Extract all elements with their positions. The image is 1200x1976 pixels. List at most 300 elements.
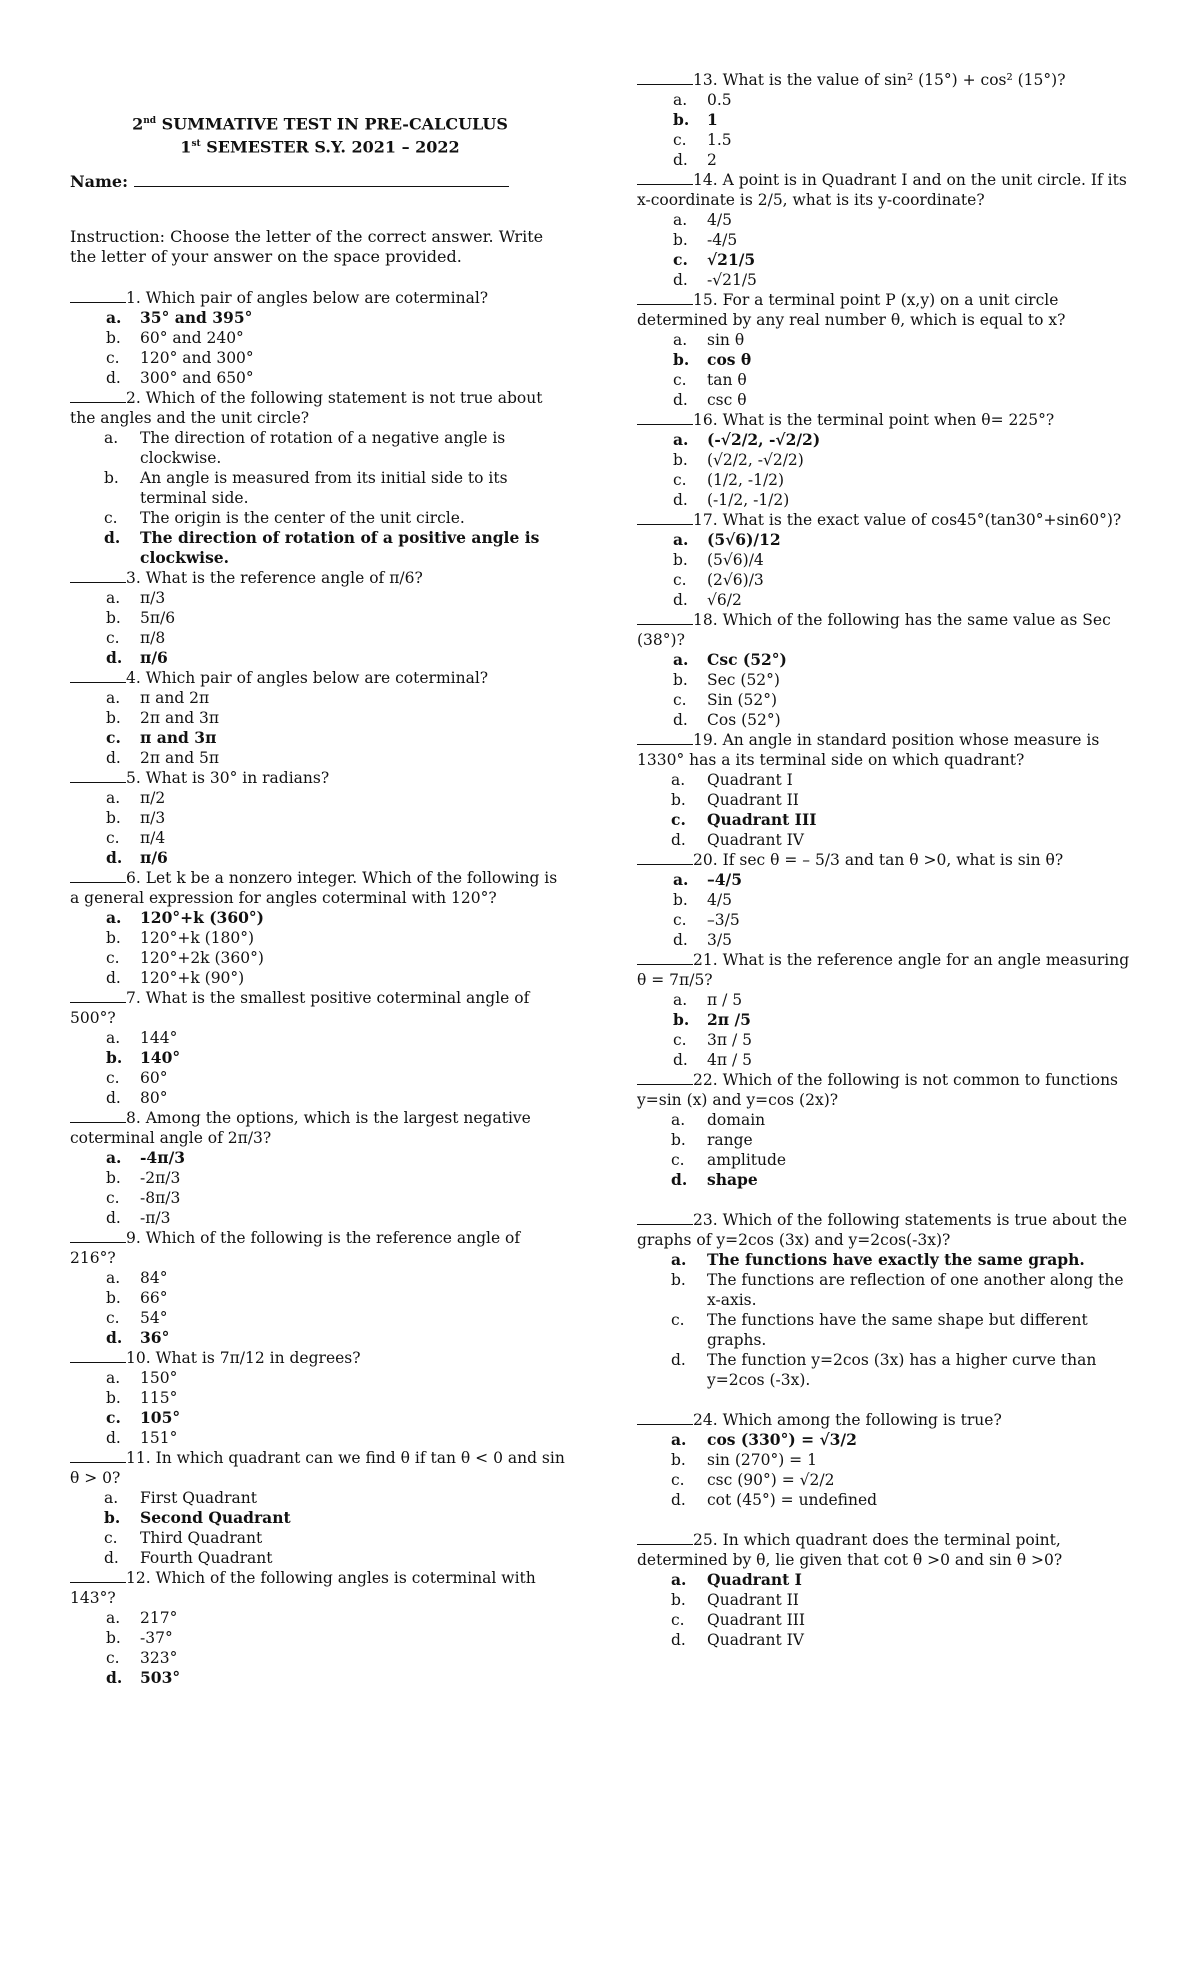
option-letter: d.: [106, 848, 123, 867]
answer-option: [637, 1490, 1132, 1510]
option-text: 120°+k (360°): [140, 908, 264, 927]
option-letter: c.: [673, 571, 687, 589]
option-text: Quadrant IV: [707, 831, 804, 849]
question-stem: [637, 290, 1132, 330]
option-letter: c.: [671, 1471, 685, 1489]
answer-option: [637, 830, 1132, 850]
option-text: 84°: [140, 1269, 168, 1287]
answer-option: [70, 1428, 570, 1448]
option-text: π/4: [140, 829, 166, 847]
answer-option: [637, 490, 1132, 510]
option-letter: a.: [673, 870, 689, 889]
option-letter: c.: [671, 810, 686, 829]
option-letter: b.: [106, 329, 121, 347]
title-line-2: 1st SEMESTER S.Y. 2021 – 2022: [180, 137, 460, 157]
question-stem: [637, 410, 1132, 430]
option-letter: a.: [673, 211, 688, 229]
answer-option: [70, 1088, 570, 1108]
option-letter: a.: [106, 789, 121, 807]
answer-blank[interactable]: [637, 1212, 693, 1225]
spacer: [637, 1510, 1132, 1530]
option-text: (5√6)/12: [707, 530, 781, 549]
answer-blank[interactable]: [637, 1532, 693, 1545]
answer-option-correct: [637, 870, 1132, 890]
option-text: The functions have the same shape but different graphs.: [707, 1311, 1088, 1349]
answer-option: [637, 670, 1132, 690]
option-letter: a.: [106, 589, 121, 607]
option-letter: a.: [106, 1148, 122, 1167]
option-text: Sec (52°): [707, 671, 780, 689]
question-stem: [70, 668, 570, 688]
answer-option-correct: [70, 308, 570, 328]
option-text: An angle is measured from its initial side to its terminal side.: [140, 469, 508, 507]
option-text: 60°: [140, 1069, 168, 1087]
answer-option: [637, 470, 1132, 490]
answer-blank[interactable]: [637, 72, 693, 85]
option-letter: b.: [106, 1289, 121, 1307]
answer-option: [70, 1628, 570, 1648]
option-letter: d.: [106, 1209, 121, 1227]
option-text: 120° and 300°: [140, 349, 254, 367]
answer-option: [70, 1268, 570, 1288]
answer-option: [637, 1270, 1132, 1310]
answer-option-correct: [70, 1408, 570, 1428]
option-letter: a.: [106, 908, 122, 927]
answer-option: [70, 1208, 570, 1228]
option-text: Cos (52°): [707, 711, 781, 729]
question-item: [70, 868, 570, 988]
question-stem: [70, 568, 570, 588]
question-text: 10. What is 7π/12 in degrees?: [126, 1349, 361, 1367]
question-item: [637, 410, 1132, 510]
option-text: tan θ: [707, 371, 747, 389]
question-text: 11. In which quadrant can we find θ if tan θ < 0 and sin θ > 0?: [70, 1449, 565, 1487]
option-letter: c.: [671, 1611, 685, 1629]
option-letter: d.: [106, 1089, 121, 1107]
question-item: [637, 730, 1132, 850]
option-letter: a.: [673, 430, 689, 449]
name-field: [70, 172, 509, 191]
option-letter: c.: [106, 1649, 120, 1667]
answer-blank[interactable]: [637, 1412, 693, 1425]
option-text: Fourth Quadrant: [140, 1549, 273, 1567]
option-text: 120°+2k (360°): [140, 949, 264, 967]
option-text: domain: [707, 1111, 766, 1129]
answer-blank[interactable]: [637, 512, 693, 525]
option-text: range: [707, 1131, 753, 1149]
option-text: 66°: [140, 1289, 168, 1307]
answer-blank[interactable]: [637, 732, 693, 745]
answer-option: [70, 1608, 570, 1628]
option-letter: d.: [673, 391, 688, 409]
option-letter: c.: [673, 250, 688, 269]
answer-option-correct: [70, 728, 570, 748]
option-text: The function y=2cos (3x) has a higher curve than y=2cos (-3x).: [707, 1351, 1097, 1389]
option-text: 3π / 5: [707, 1031, 752, 1049]
option-text: 323°: [140, 1649, 178, 1667]
answer-blank[interactable]: [70, 390, 126, 403]
option-text: 115°: [140, 1389, 178, 1407]
question-item: [637, 1210, 1132, 1390]
option-letter: d.: [106, 1668, 123, 1687]
option-text: Third Quadrant: [140, 1529, 263, 1547]
option-text: shape: [707, 1170, 758, 1189]
question-stem: [70, 1228, 570, 1268]
name-label: Name:: [70, 172, 129, 191]
question-item: [637, 850, 1132, 950]
question-stem: [70, 1448, 570, 1488]
option-letter: c.: [673, 131, 687, 149]
option-letter: d.: [106, 648, 123, 667]
option-letter: d.: [673, 271, 688, 289]
answer-option-correct: [70, 1048, 570, 1068]
question-item: [637, 1410, 1132, 1510]
question-stem: [70, 288, 570, 308]
answer-blank[interactable]: [637, 292, 693, 305]
question-stem: [70, 988, 570, 1028]
option-letter: c.: [104, 1529, 118, 1547]
option-letter: b.: [671, 1451, 686, 1469]
answer-option: [637, 550, 1132, 570]
name-blank-line[interactable]: [134, 172, 509, 187]
option-letter: b.: [673, 891, 688, 909]
option-letter: c.: [106, 1408, 121, 1427]
option-text: 2π and 3π: [140, 709, 220, 727]
option-text: √6/2: [707, 591, 742, 609]
option-text: 120°+k (180°): [140, 929, 255, 947]
option-letter: c.: [106, 1309, 120, 1327]
option-text: sin θ: [707, 331, 745, 349]
answer-blank[interactable]: [70, 990, 126, 1003]
option-letter: c.: [673, 911, 687, 929]
option-letter: d.: [671, 1170, 688, 1189]
answer-option-correct: [70, 1508, 570, 1528]
question-text: 24. Which among the following is true?: [693, 1411, 1002, 1429]
option-text: Quadrant I: [707, 771, 793, 789]
option-letter: c.: [106, 629, 120, 647]
option-text: 4/5: [707, 891, 732, 909]
answer-option: [637, 910, 1132, 930]
answer-option: [637, 1150, 1132, 1170]
option-text: 503°: [140, 1668, 181, 1687]
answer-blank[interactable]: [70, 570, 126, 583]
question-text: 19. An angle in standard position whose measure is 1330° has a its terminal side on which quadrant?: [637, 731, 1100, 769]
option-letter: a.: [671, 771, 686, 789]
answer-option: [70, 1648, 570, 1668]
option-letter: d.: [104, 1549, 119, 1567]
answer-option: [637, 1450, 1132, 1470]
answer-option: [70, 508, 570, 528]
question-stem: [637, 1070, 1132, 1110]
answer-option: [70, 328, 570, 348]
answer-option: [637, 1130, 1132, 1150]
answer-option: [637, 370, 1132, 390]
option-letter: d.: [671, 831, 686, 849]
answer-blank[interactable]: [70, 290, 126, 303]
option-letter: c.: [671, 1151, 685, 1169]
option-letter: c.: [673, 691, 687, 709]
question-text: 1. Which pair of angles below are coterminal?: [126, 289, 489, 307]
question-text: 2. Which of the following statement is not true about the angles and the unit circle?: [70, 389, 543, 427]
answer-blank[interactable]: [70, 1350, 126, 1363]
question-item: [70, 988, 570, 1108]
option-text: 217°: [140, 1609, 178, 1627]
option-text: 151°: [140, 1429, 178, 1447]
option-letter: a.: [106, 1029, 121, 1047]
question-stem: [70, 1568, 570, 1608]
option-letter: d.: [671, 1351, 686, 1369]
option-text: 54°: [140, 1309, 168, 1327]
answer-option: [70, 1028, 570, 1048]
option-text: 5π/6: [140, 609, 176, 627]
option-letter: c.: [106, 349, 120, 367]
option-letter: b.: [671, 791, 686, 809]
answer-option: [637, 1030, 1132, 1050]
question-list-right: [637, 70, 1132, 1650]
option-text: π / 5: [707, 991, 743, 1009]
option-text: Quadrant I: [707, 1570, 802, 1589]
answer-option: [637, 770, 1132, 790]
question-text: 22. Which of the following is not common to functions y=sin (x) and y=cos (2x)?: [637, 1071, 1119, 1109]
answer-blank[interactable]: [70, 1110, 126, 1123]
answer-option-correct: [70, 1328, 570, 1348]
option-text: The direction of rotation of a negative angle is clockwise.: [140, 429, 506, 467]
option-letter: d.: [106, 1429, 121, 1447]
answer-option: [637, 1630, 1132, 1650]
answer-option: [70, 748, 570, 768]
option-letter: c.: [106, 728, 121, 747]
option-text: 3/5: [707, 931, 732, 949]
answer-option: [70, 1188, 570, 1208]
option-text: 4π / 5: [707, 1051, 752, 1069]
answer-option: [70, 1168, 570, 1188]
question-stem: [70, 388, 570, 428]
question-stem: [637, 1210, 1132, 1250]
option-text: -8π/3: [140, 1189, 181, 1207]
option-text: –3/5: [707, 911, 740, 929]
question-stem: [637, 70, 1132, 90]
option-text: Quadrant III: [707, 1611, 806, 1629]
option-letter: c.: [673, 471, 687, 489]
answer-option: [70, 1368, 570, 1388]
option-text: sin (270°) = 1: [707, 1451, 817, 1469]
answer-option: [637, 330, 1132, 350]
question-stem: [637, 950, 1132, 990]
answer-option: [70, 968, 570, 988]
question-item: [637, 290, 1132, 410]
answer-option: [637, 1350, 1132, 1390]
answer-blank[interactable]: [70, 670, 126, 683]
option-text: 1.5: [707, 131, 732, 149]
question-item: [70, 1568, 570, 1688]
answer-option: [70, 468, 570, 508]
answer-blank[interactable]: [637, 1072, 693, 1085]
answer-option: [637, 390, 1132, 410]
question-text: 12. Which of the following angles is coterminal with 143°?: [70, 1569, 536, 1607]
option-text: csc (90°) = √2/2: [707, 1471, 835, 1489]
option-letter: a.: [673, 650, 689, 669]
option-text: Quadrant II: [707, 1591, 799, 1609]
answer-option: [637, 990, 1132, 1010]
answer-option-correct: [637, 350, 1132, 370]
option-letter: d.: [673, 491, 688, 509]
question-text: 16. What is the terminal point when θ= 225°?: [693, 411, 1055, 429]
answer-option: [637, 1310, 1132, 1350]
option-text: 120°+k (90°): [140, 969, 245, 987]
option-letter: a.: [106, 689, 121, 707]
answer-blank[interactable]: [637, 852, 693, 865]
option-letter: b.: [671, 1591, 686, 1609]
option-text: π/6: [140, 848, 168, 867]
option-letter: b.: [673, 231, 688, 249]
answer-option: [637, 1590, 1132, 1610]
question-list-left: [70, 288, 570, 1688]
answer-blank[interactable]: [70, 770, 126, 783]
answer-option-correct: [637, 430, 1132, 450]
option-letter: a.: [104, 429, 119, 447]
answer-option: [70, 928, 570, 948]
title-line-1: 2nd SUMMATIVE TEST IN PRE-CALCULUS: [132, 114, 508, 134]
answer-blank[interactable]: [637, 952, 693, 965]
option-text: Quadrant III: [707, 810, 817, 829]
answer-option-correct: [637, 1010, 1132, 1030]
option-text: π/2: [140, 789, 166, 807]
option-letter: b.: [106, 1389, 121, 1407]
answer-option-correct: [637, 250, 1132, 270]
option-text: The origin is the center of the unit circle.: [140, 509, 465, 527]
question-item: [637, 510, 1132, 610]
question-text: 17. What is the exact value of cos45°(tan30°+sin60°)?: [693, 511, 1122, 529]
question-text: 13. What is the value of sin² (15°) + cos² (15°)?: [693, 71, 1066, 89]
question-stem: [70, 868, 570, 908]
option-letter: c.: [673, 371, 687, 389]
question-stem: [637, 1530, 1132, 1570]
option-letter: b.: [104, 469, 119, 487]
answer-option: [70, 1528, 570, 1548]
answer-option: [637, 930, 1132, 950]
option-text: –4/5: [707, 870, 742, 889]
option-letter: a.: [673, 331, 688, 349]
option-letter: d.: [106, 369, 121, 387]
option-letter: c.: [671, 1311, 685, 1329]
answer-blank[interactable]: [70, 870, 126, 883]
spacer: [637, 1390, 1132, 1410]
answer-option: [637, 590, 1132, 610]
answer-blank[interactable]: [637, 612, 693, 625]
option-text: 2: [707, 151, 717, 169]
answer-option: [637, 1610, 1132, 1630]
option-text: 1: [707, 110, 718, 129]
answer-option: [637, 1110, 1132, 1130]
answer-option: [637, 90, 1132, 110]
option-letter: a.: [671, 1430, 687, 1449]
question-item: [70, 1108, 570, 1228]
option-text: 36°: [140, 1328, 170, 1347]
option-text: The functions have exactly the same graph.: [707, 1250, 1085, 1269]
option-letter: d.: [673, 1051, 688, 1069]
question-item: [637, 70, 1132, 170]
answer-option: [637, 450, 1132, 470]
option-letter: d.: [673, 711, 688, 729]
answer-option: [637, 270, 1132, 290]
option-letter: a.: [104, 1489, 119, 1507]
answer-blank[interactable]: [637, 172, 693, 185]
answer-option: [70, 808, 570, 828]
question-text: 21. What is the reference angle for an angle measuring θ = 7π/5?: [637, 951, 1130, 989]
option-text: 105°: [140, 1408, 181, 1427]
answer-option: [637, 890, 1132, 910]
option-text: The direction of rotation of a positive angle is clockwise.: [140, 528, 540, 567]
answer-option-correct: [637, 530, 1132, 550]
answer-option: [70, 1308, 570, 1328]
option-text: π and 2π: [140, 689, 210, 707]
answer-option: [70, 788, 570, 808]
option-text: 60° and 240°: [140, 329, 244, 347]
answer-blank[interactable]: [70, 1570, 126, 1583]
question-stem: [70, 1108, 570, 1148]
option-text: csc θ: [707, 391, 747, 409]
option-text: 80°: [140, 1089, 168, 1107]
answer-option: [70, 628, 570, 648]
question-item: [70, 1448, 570, 1568]
question-item: [637, 1070, 1132, 1190]
question-text: 3. What is the reference angle of π/6?: [126, 569, 423, 587]
question-item: [70, 768, 570, 868]
answer-option-correct: [70, 848, 570, 868]
option-letter: c.: [106, 829, 120, 847]
option-text: 300° and 650°: [140, 369, 254, 387]
option-text: cot (45°) = undefined: [707, 1491, 878, 1509]
answer-blank[interactable]: [70, 1230, 126, 1243]
option-letter: b.: [106, 609, 121, 627]
option-text: -37°: [140, 1629, 173, 1647]
answer-blank[interactable]: [637, 412, 693, 425]
question-text: 9. Which of the following is the reference angle of 216°?: [70, 1229, 521, 1267]
answer-option-correct: [637, 1170, 1132, 1190]
answer-option-correct: [70, 648, 570, 668]
option-text: π/8: [140, 629, 166, 647]
option-text: 4/5: [707, 211, 732, 229]
answer-option: [70, 708, 570, 728]
answer-option: [70, 368, 570, 388]
option-letter: a.: [673, 91, 688, 109]
option-letter: c.: [673, 1031, 687, 1049]
answer-option: [70, 608, 570, 628]
option-letter: a.: [673, 530, 689, 549]
spacer: [637, 1190, 1132, 1210]
answer-blank[interactable]: [70, 1450, 126, 1463]
option-letter: d.: [671, 1491, 686, 1509]
option-letter: c.: [104, 509, 118, 527]
option-letter: b.: [673, 551, 688, 569]
option-text: (-1/2, -1/2): [707, 491, 790, 509]
option-letter: d.: [106, 749, 121, 767]
test-title: [70, 111, 570, 158]
question-stem: [637, 730, 1132, 770]
answer-option: [70, 1288, 570, 1308]
question-item: [70, 288, 570, 388]
option-text: √21/5: [707, 250, 756, 269]
question-item: [70, 1348, 570, 1448]
question-item: [70, 568, 570, 668]
option-letter: d.: [673, 591, 688, 609]
option-letter: a.: [106, 308, 122, 327]
answer-option-correct: [637, 1250, 1132, 1270]
answer-option: [70, 828, 570, 848]
option-letter: b.: [673, 350, 690, 369]
option-text: First Quadrant: [140, 1489, 257, 1507]
answer-option: [637, 1050, 1132, 1070]
